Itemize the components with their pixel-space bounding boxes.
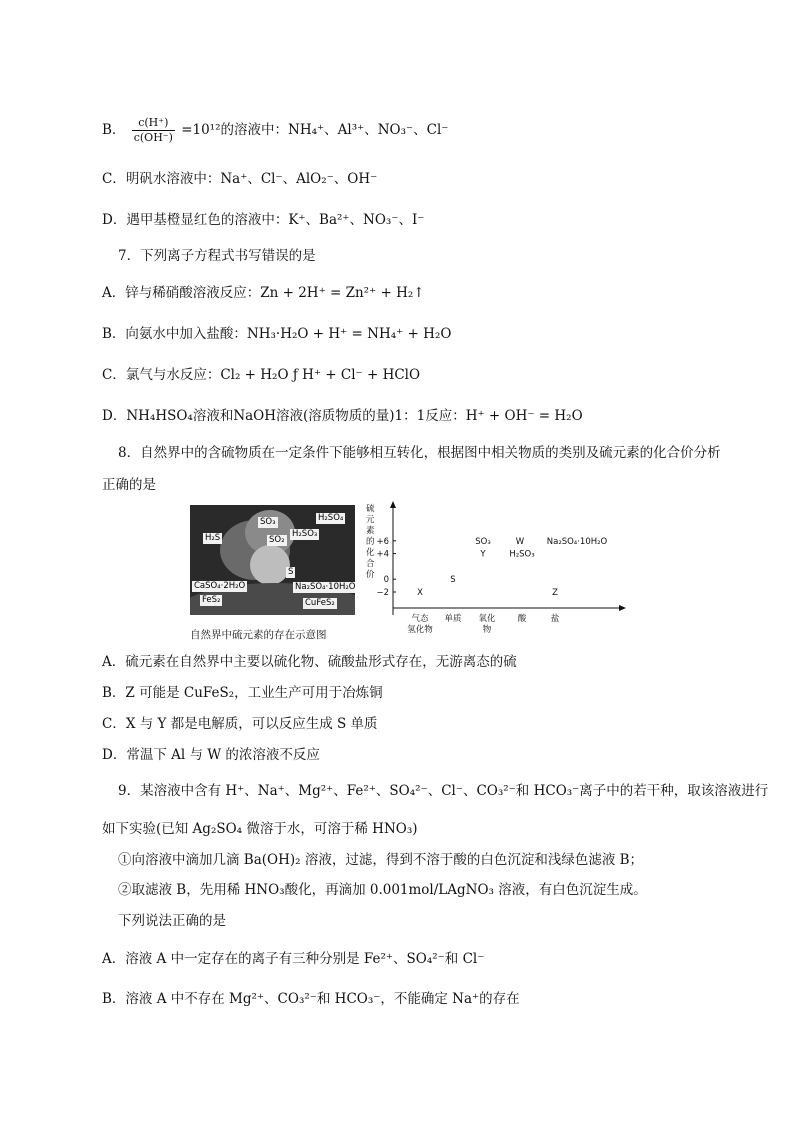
- photo-label-caso4: CaSO₄·2H₂O: [194, 581, 246, 591]
- photo-label-fes2: FeS₂: [202, 595, 221, 605]
- sulfur-nature-photo: [190, 505, 355, 615]
- y-axis-arrow-icon: [390, 501, 396, 508]
- q6-option-d: D．遇甲基橙显红色的溶液中：K⁺、Ba²⁺、NO₃⁻、I⁻: [102, 212, 425, 228]
- valence-category-chart: [365, 500, 635, 635]
- y-axis-label-char: 元: [366, 515, 375, 525]
- photo-label-so3: SO₃: [260, 517, 276, 527]
- y-axis-label-char: 素: [366, 526, 375, 536]
- q9-option-b: B．溶液 A 中不存在 Mg²⁺、CO₃²⁻和 HCO₃⁻，不能确定 Na⁺的存在: [102, 991, 520, 1007]
- q7-option-c: C．氯气与水反应：Cl₂ + H₂O ƒ H⁺ + Cl⁻ + HClO: [102, 367, 421, 383]
- x-axis-arrow-icon: [619, 605, 626, 611]
- q6-option-b-fraction: [132, 116, 175, 145]
- x-category-label: 单质: [444, 614, 462, 624]
- point-label-W: W: [515, 536, 525, 547]
- point-label-Na₂SO₄·10H₂O: Na₂SO₄·10H₂O: [546, 536, 608, 547]
- q9-ask: 下列说法正确的是: [118, 913, 226, 929]
- y-axis-label-char: 的: [366, 537, 375, 547]
- y-axis-label-char: 化: [366, 548, 375, 558]
- y-tick-label: +6: [376, 536, 389, 547]
- q6-option-b: [102, 116, 448, 145]
- point-label-Z: Z: [552, 588, 558, 598]
- x-category-label: 盐: [550, 614, 560, 624]
- q8-stem-line1: 8．自然界中的含硫物质在一定条件下能够相互转化，根据图中相关物质的类别及硫元素的化合价分析: [118, 445, 721, 461]
- photo-label-h2so3: H₂SO₃: [292, 529, 318, 539]
- point-label-H₂SO₃: H₂SO₃: [509, 549, 535, 560]
- x-category-label-cont: 氢化物: [407, 625, 433, 635]
- fraction-numerator: c(H⁺): [132, 116, 175, 131]
- q9-step-2: ②取滤液 B，先用稀 HNO₃酸化，再滴加 0.001mol/LAgNO₃ 溶液，有白色沉淀生成。: [118, 882, 647, 898]
- y-axis-label: [366, 503, 375, 580]
- x-category-label: 酸: [517, 614, 527, 624]
- point-label-X: X: [417, 588, 423, 598]
- q8-option-b: B．Z 可能是 CuFeS₂，工业生产可用于冶炼铜: [102, 685, 383, 701]
- q8-option-a: A．硫元素在自然界中主要以硫化物、硫酸盐形式存在，无游离态的硫: [102, 654, 517, 670]
- q6-option-b-label: B．: [102, 122, 126, 138]
- q9-step-1: ①向溶液中滴加几滴 Ba(OH)₂ 溶液，过滤，得到不溶于酸的白色沉淀和浅绿色滤液 B；: [118, 852, 644, 868]
- point-label-Y: Y: [480, 549, 486, 560]
- photo-label-h2s: H₂S: [205, 533, 221, 543]
- photo-label-na2so4: Na₂SO₄·10H₂O: [293, 582, 355, 593]
- y-tick-label: 0: [383, 575, 389, 586]
- q9-stem-line1: 9．某溶液中含有 H⁺、Na⁺、Mg²⁺、Fe²⁺、SO₄²⁻、Cl⁻、CO₃²⁻和 HCO₃⁻离子中的若干种，取该溶液进行: [118, 783, 769, 799]
- photo-label-so2: SO₂: [269, 535, 285, 545]
- y-tick-label: −2: [376, 588, 389, 598]
- q8-stem-line2: 正确的是: [102, 477, 156, 493]
- photo-label-s: S: [288, 567, 294, 577]
- x-category-label-cont: 物: [482, 625, 492, 635]
- y-axis-label-char: 合: [366, 559, 375, 569]
- q7-option-b: B．向氨水中加入盐酸：NH₃·H₂O + H⁺ = NH₄⁺ + H₂O: [102, 326, 452, 342]
- q7-option-d: D．NH₄HSO₄溶液和NaOH溶液(溶质物质的量)1：1反应：H⁺ + OH⁻ = H₂O: [102, 408, 583, 424]
- q6-option-b-text: =10¹²的溶液中：NH₄⁺、Al³⁺、NO₃⁻、Cl⁻: [181, 122, 449, 138]
- point-label-S: S: [450, 575, 456, 586]
- photo-label-cufes2: CuFeS₂: [305, 598, 335, 608]
- q8-option-c: C．X 与 Y 都是电解质，可以反应生成 S 单质: [102, 716, 378, 732]
- q7-option-a: A．锌与稀硝酸溶液反应：Zn + 2H⁺ = Zn²⁺ + H₂↑: [102, 285, 425, 301]
- x-category-label: 气态: [411, 614, 429, 624]
- q8-option-d: D．常温下 Al 与 W 的浓溶液不反应: [102, 747, 320, 763]
- x-category-label: 氧化: [478, 614, 496, 624]
- y-axis-label-char: 价: [366, 570, 375, 580]
- y-axis-label-char: 硫: [366, 504, 375, 514]
- q9-stem-line2: 如下实验(已知 Ag₂SO₄ 微溶于水，可溶于稀 HNO₃): [102, 821, 418, 837]
- fraction-denominator: c(OH⁻): [133, 131, 173, 144]
- q9-option-a: A．溶液 A 中一定存在的离子有三种分别是 Fe²⁺、SO₄²⁻和 Cl⁻: [102, 951, 485, 967]
- figure-caption: 自然界中硫元素的存在示意图: [190, 629, 327, 641]
- photo-label-h2so4: H₂SO₄: [318, 513, 344, 523]
- y-tick-label: +4: [376, 549, 389, 560]
- q6-option-c: C．明矾水溶液中：Na⁺、Cl⁻、AlO₂⁻、OH⁻: [102, 171, 378, 187]
- point-label-SO₃: SO₃: [475, 536, 491, 547]
- q7-stem: 7．下列离子方程式书写错误的是: [118, 248, 316, 264]
